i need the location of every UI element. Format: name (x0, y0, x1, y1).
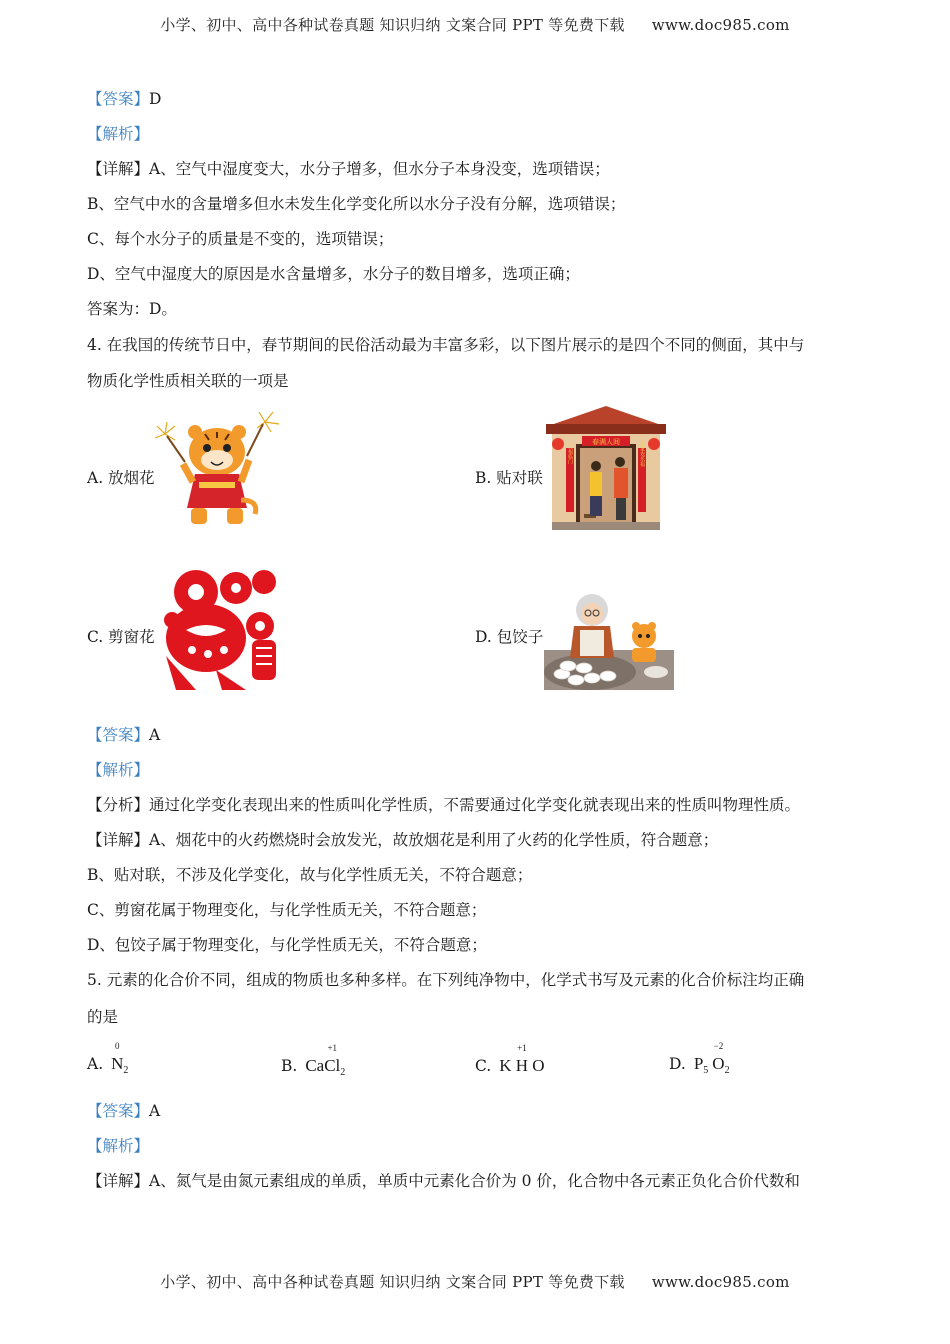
footer-ppt: PPT 等免费下载 (512, 1273, 625, 1291)
q4-line-d: D、包饺子属于物理变化，与化学性质无关，不符合题意； (87, 936, 487, 954)
dumplings-icon (544, 592, 674, 690)
page-header (0, 14, 950, 35)
q4-line-b: B、贴对联，不涉及化学变化，故与化学性质无关，不符合题意； (87, 866, 533, 884)
detail-tag: 【详解】 (87, 831, 150, 849)
answer-value: D (149, 90, 162, 108)
q5-stem-line2: 的是 (87, 1008, 119, 1026)
analysis-tag: 【解析】 (87, 125, 150, 143)
valence-mark: 0 (115, 1041, 120, 1051)
element (694, 1055, 703, 1072)
footer-contracts: 文案合同 (445, 1273, 508, 1291)
couplet-right-text: 家家欢乐福 (639, 441, 645, 467)
element (712, 1041, 725, 1073)
paper-cut-icon (156, 560, 288, 692)
valence-mark: +1 (327, 1043, 338, 1053)
q4-option-a-label[interactable]: A. 放烟花 (87, 469, 155, 487)
q5-analysis-line (87, 1139, 149, 1155)
detail-tag: 【详解】 (87, 160, 150, 178)
answer-value: A (149, 726, 161, 744)
review-text: 通过化学变化表现出来的性质叫化学性质，不需要通过化学变化就表现出来的性质叫物理性质。 (149, 796, 801, 814)
header-contracts: 文案合同 (445, 16, 508, 34)
q4-option-b-label[interactable]: B. 贴对联 (475, 469, 543, 487)
q4-answer-line (87, 728, 160, 744)
review-tag: 【分析】 (87, 796, 150, 814)
header-knowledge: 知识归纳 (379, 16, 441, 34)
answer-tag: 【答案】 (87, 90, 150, 108)
q4-review-line (87, 798, 800, 814)
footer-site-link[interactable]: www.doc985.com (651, 1273, 790, 1291)
tiger-fireworks-icon (155, 404, 283, 532)
valence-mark: −2 (713, 1041, 724, 1051)
analysis-tag: 【解析】 (87, 761, 150, 779)
q5-detail-a (87, 1174, 800, 1190)
q4-stem-line1: 4. 在我国的传统节日中，春节期间的民俗活动最为丰富多彩，以下图片展示的是四个不同的侧面，其中与 (87, 336, 805, 354)
q3-detail-a (87, 162, 610, 178)
q4-option-c-label[interactable]: C. 剪窗花 (87, 628, 155, 646)
footer-knowledge: 知识归纳 (379, 1273, 441, 1291)
element (499, 1057, 511, 1074)
footer-categories: 小学、初中、高中各种试卷真题 (160, 1273, 375, 1291)
detail-text: A、空气中湿度变大，水分子增多，但水分子本身没变，选项错误； (149, 160, 610, 178)
q4-line-c: C、剪窗花属于物理变化，与化学性质无关，不符合题意； (87, 901, 487, 919)
q5-stem-line1: 5. 元素的化合价不同，组成的物质也多种多样。在下列纯净物中，化学式书写及元素的化合价标注均正确 (87, 971, 805, 989)
q5-answer-line (87, 1104, 160, 1120)
element-symbol: H (515, 1056, 529, 1075)
q3-line-b: B、空气中水的含量增多但水未发生化学变化所以水分子没有分解，选项错误； (87, 195, 626, 213)
page-footer (0, 1271, 950, 1292)
element (324, 1043, 341, 1075)
subscript: 2 (724, 1065, 730, 1076)
element-symbol: Cl (324, 1056, 341, 1075)
element-symbol: O (532, 1056, 545, 1075)
q3-analysis-line (87, 127, 149, 143)
q5-option-b[interactable] (281, 1043, 346, 1078)
subscript: 5 (703, 1065, 709, 1076)
answer-value: A (149, 1102, 161, 1120)
detail-text: A、氮气是由氮元素组成的单质，单质中元素化合价为 0 价，化合物中各元素正负化合价代数和 (149, 1172, 800, 1190)
q5-option-d[interactable] (669, 1041, 730, 1076)
q4-stem-line2: 物质化学性质相关联的一项是 (87, 372, 289, 390)
couplet-banner-text: 春满人间 (592, 438, 620, 446)
couplets-doorway-icon (546, 404, 666, 532)
couplet-left-text: 五福临门 (567, 444, 573, 464)
q4-detail-a (87, 833, 718, 849)
element (111, 1041, 124, 1073)
detail-tag: 【详解】 (87, 1172, 150, 1190)
header-ppt: PPT 等免费下载 (512, 16, 625, 34)
header-site-link[interactable]: www.doc985.com (651, 16, 790, 34)
element (532, 1057, 544, 1074)
q4-analysis-line (87, 763, 149, 779)
q3-conclusion: 答案为：D。 (87, 300, 177, 318)
q3-line-d: D、空气中湿度大的原因是水含量增多，水分子的数目增多，选项正确； (87, 265, 580, 283)
option-label: B. (281, 1057, 298, 1075)
q5-option-a[interactable] (87, 1041, 129, 1076)
q3-answer-line (87, 92, 161, 108)
element-symbol: P (693, 1054, 704, 1073)
option-label: A. (87, 1055, 104, 1073)
valence-mark: +1 (517, 1043, 527, 1053)
answer-tag: 【答案】 (87, 726, 150, 744)
detail-text: A、烟花中的火药燃烧时会放发光，故放烟花是利用了火药的化学性质，符合题意； (149, 831, 719, 849)
subscript: 2 (340, 1067, 346, 1078)
element (305, 1057, 324, 1074)
element-symbol: K (499, 1056, 512, 1075)
subscript: 2 (123, 1065, 129, 1076)
answer-tag: 【答案】 (87, 1102, 150, 1120)
analysis-tag: 【解析】 (87, 1137, 150, 1155)
element (515, 1043, 529, 1075)
element-symbol: O (712, 1054, 725, 1073)
element-symbol: N (111, 1054, 124, 1073)
option-label: D. (669, 1055, 686, 1073)
q4-option-d-label[interactable]: D. 包饺子 (475, 628, 544, 646)
q5-option-c[interactable] (475, 1043, 545, 1075)
header-categories: 小学、初中、高中各种试卷真题 (160, 16, 375, 34)
option-label: C. (475, 1057, 492, 1075)
q3-line-c: C、每个水分子的质量是不变的，选项错误； (87, 230, 394, 248)
element-symbol: Ca (305, 1056, 325, 1075)
